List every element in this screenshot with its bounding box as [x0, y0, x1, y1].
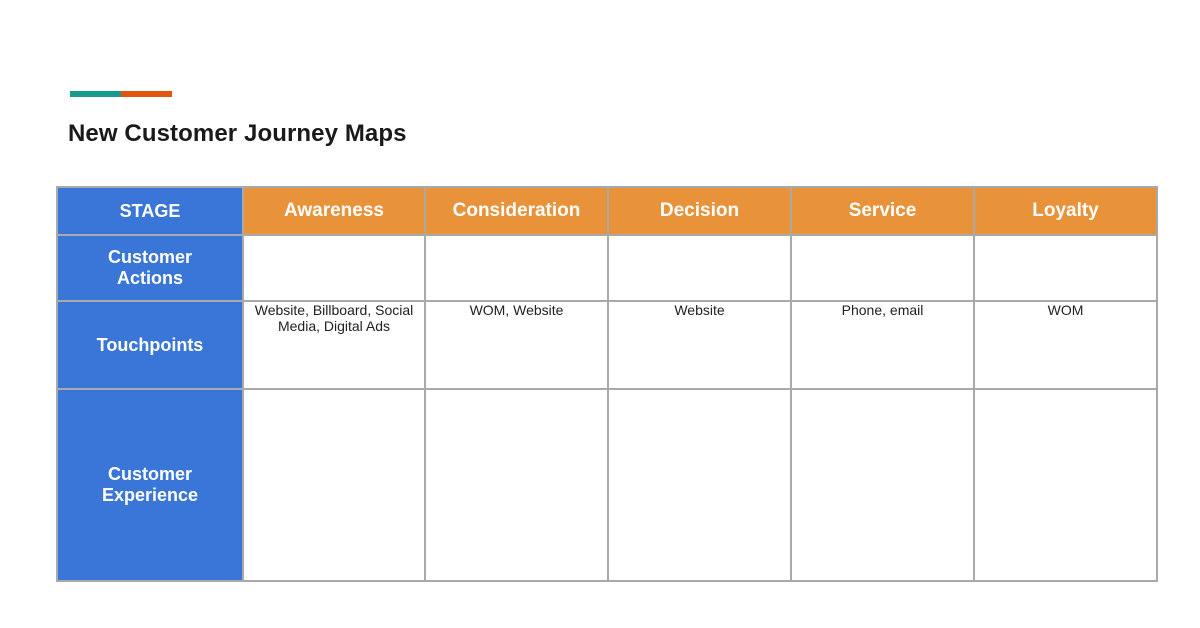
table-cell	[974, 235, 1157, 301]
column-header-awareness: Awareness	[243, 187, 425, 235]
table-cell: Website	[608, 301, 791, 389]
accent-bar-orange	[121, 91, 172, 97]
table-cell: WOM, Website	[425, 301, 608, 389]
table-cell	[425, 235, 608, 301]
page-title: New Customer Journey Maps	[68, 120, 407, 147]
row-label-touchpoints: Touchpoints	[57, 301, 243, 389]
row-label-text: Customer Actions	[107, 247, 192, 288]
table-cell	[243, 389, 425, 581]
stage-header: STAGE	[57, 187, 243, 235]
column-header-service: Service	[791, 187, 974, 235]
row-label-customer-experience	[57, 389, 243, 581]
column-header-consideration: Consideration	[425, 187, 608, 235]
column-header-loyalty: Loyalty	[974, 187, 1157, 235]
header-row	[57, 187, 1157, 235]
table-cell	[791, 235, 974, 301]
row-label-customer-actions	[57, 235, 243, 301]
row-label-text: Customer Experience	[101, 464, 199, 505]
table-cell	[425, 389, 608, 581]
table-row-customer-experience	[57, 389, 1157, 581]
table-cell	[243, 235, 425, 301]
table-row-touchpoints	[57, 301, 1157, 389]
table-cell	[608, 235, 791, 301]
table-cell	[791, 389, 974, 581]
table-cell: Phone, email	[791, 301, 974, 389]
column-header-decision: Decision	[608, 187, 791, 235]
table-cell: Website, Billboard, Social Media, Digital Ads	[243, 301, 425, 389]
accent-bar-teal	[70, 91, 121, 97]
table-row-customer-actions	[57, 235, 1157, 301]
table-cell: WOM	[974, 301, 1157, 389]
accent-bar	[70, 91, 172, 97]
journey-map-table	[56, 186, 1158, 582]
table-cell	[608, 389, 791, 581]
table-cell	[974, 389, 1157, 581]
